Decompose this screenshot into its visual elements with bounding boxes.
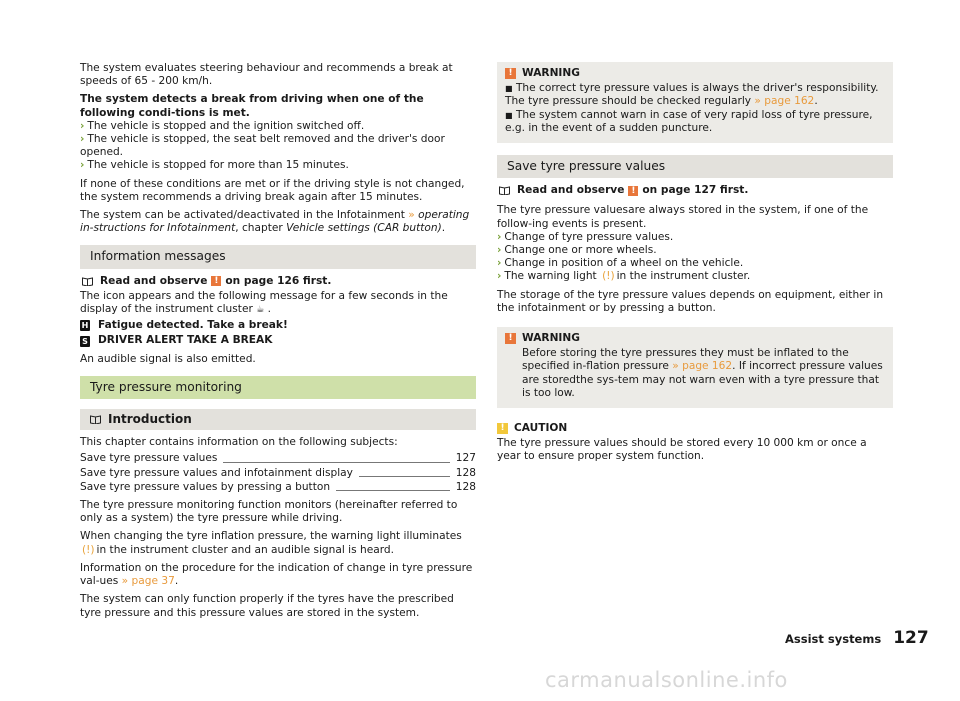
- chevron-right-icon: ›: [80, 159, 85, 172]
- paragraph-bold: The system detects a break from driving when one of the following condi-tions is met.: [80, 93, 424, 119]
- page-reference[interactable]: »: [408, 209, 419, 222]
- paragraph: This chapter contains information on the following subjects:: [80, 436, 398, 449]
- paragraph: The system can only function properly if the tyres have the prescribed tyre pressure and this pressure values are stored in the system.: [80, 593, 454, 619]
- list-item: › Change one or more wheels.: [497, 244, 657, 257]
- toc-entry[interactable]: Save tyre pressure values by pressing a button 128: [80, 480, 476, 493]
- read-and-observe: Read and observe ! on page 127 first.: [497, 184, 893, 197]
- paragraph: The storage of the tyre pressure values depends on equipment, either in the infotainment or by pressing a button.: [497, 288, 884, 314]
- list-item: › The vehicle is stopped, the seat belt removed and the driver's door opened.: [80, 133, 445, 159]
- book-icon: [499, 186, 510, 195]
- read-and-observe: Read and observe ! on page 126 first.: [80, 275, 476, 288]
- warning-icon: !: [505, 333, 516, 344]
- tyre-pressure-warning-icon: (!): [602, 270, 615, 283]
- warning-box: [497, 327, 893, 408]
- warning-title: ! WARNING: [505, 332, 885, 345]
- paragraph: The system evaluates steering behaviour and recommends a break at speeds of 65 - 200 km/h.: [80, 62, 453, 88]
- footer-section-title: Assist systems: [785, 632, 882, 646]
- warning-icon[interactable]: !: [211, 276, 221, 286]
- warning-title: ! WARNING: [505, 67, 885, 80]
- chevron-right-icon: ›: [497, 230, 502, 243]
- list-item: › The vehicle is stopped and the ignition switched off.: [80, 119, 365, 132]
- page-reference[interactable]: » page 162: [754, 95, 815, 108]
- message-line: S DRIVER ALERT TAKE A BREAK: [80, 334, 476, 347]
- list-item: › Change in position of a wheel on the vehicle.: [497, 257, 744, 270]
- right-column: [497, 62, 893, 469]
- message-line: H Fatigue detected. Take a break!: [81, 319, 288, 332]
- h-badge-icon: H: [81, 321, 89, 331]
- watermark: carmanualsonline.info: [545, 668, 788, 692]
- square-bullet-icon: ■: [505, 110, 513, 120]
- list-item: › The warning light (!) in the instrument cluster.: [497, 270, 751, 283]
- warning-box: [497, 62, 893, 143]
- subsection-heading-introduction: Introduction: [80, 409, 476, 430]
- coffee-cup-icon: ☕: [256, 305, 265, 316]
- warning-item: ■ The correct tyre pressure values is always the driver's responsibility. The tyre pressure should be checked regularly » page 162.: [505, 82, 879, 108]
- book-icon: [82, 277, 93, 286]
- paragraph: The tyre pressure monitoring function monitors (hereinafter referred to only as a system) the tyre pressure while driving.: [80, 499, 458, 525]
- caution-icon: !: [497, 423, 508, 434]
- paragraph: The tyre pressure valuesare always stored in the system, if one of the follow-ing events is present.: [497, 204, 869, 230]
- paragraph: If none of these conditions are met or if the driving style is not changed, the system recommends a driving break again after 15 minutes.: [80, 177, 465, 203]
- left-column: [80, 62, 476, 625]
- section-heading-save-tyre-pressure: Save tyre pressure values: [497, 155, 893, 178]
- chevron-right-icon: ›: [497, 270, 502, 283]
- page-reference[interactable]: » page 37: [121, 575, 175, 588]
- warning-text: Before storing the tyre pressures they must be inflated to the specified in-flation pressure » page 162. If incorrect pressure values are storedthe sys-tem may not warn even with a tyre pressure that is too low.: [522, 347, 883, 399]
- list-item: › The vehicle is stopped for more than 15 minutes.: [80, 159, 349, 172]
- warning-icon[interactable]: !: [628, 186, 638, 196]
- chevron-right-icon: ›: [497, 257, 502, 270]
- chevron-right-icon: ›: [497, 244, 502, 257]
- page-footer: [785, 628, 929, 648]
- toc-entry[interactable]: Save tyre pressure values 127: [80, 452, 476, 465]
- chevron-right-icon: ›: [80, 133, 85, 146]
- caution-title: ! CAUTION: [497, 422, 893, 435]
- paragraph: When changing the tyre inflation pressure, the warning light illuminates (!) in the instrument cluster and an audible signal is heard.: [80, 530, 462, 556]
- warning-icon: !: [505, 68, 516, 79]
- paragraph: Information on the procedure for the indication of change in tyre pressure val-ues » page 37.: [80, 561, 473, 588]
- toc-entry[interactable]: Save tyre pressure values and infotainment display 128: [80, 466, 476, 479]
- section-heading-information-messages: Information messages: [80, 245, 476, 268]
- paragraph: The system can be activated/deactivated in the Infotainment » operating in-structions for Infotainment, chapter Vehicle settings (CAR button).: [80, 209, 470, 235]
- paragraph: The icon appears and the following message for a few seconds in the display of the instrument cluster ☕ .: [80, 289, 448, 316]
- page-reference[interactable]: » page 162: [672, 360, 733, 373]
- book-icon: [90, 415, 101, 424]
- tyre-pressure-warning-icon: (!): [82, 543, 95, 556]
- page-number: 127: [893, 628, 929, 648]
- paragraph: An audible signal is also emitted.: [80, 352, 256, 365]
- square-bullet-icon: ■: [505, 84, 513, 94]
- list-item: › Change of tyre pressure values.: [497, 230, 674, 243]
- section-heading-tyre-pressure-monitoring: Tyre pressure monitoring: [80, 376, 476, 399]
- s-badge-icon: S: [80, 336, 90, 347]
- warning-item: ■ The system cannot warn in case of very rapid loss of tyre pressure, e.g. in the event of a sudden puncture.: [505, 108, 873, 134]
- caution-text: The tyre pressure values should be stored every 10 000 km or once a year to ensure proper system function.: [497, 437, 867, 463]
- chevron-right-icon: ›: [80, 119, 85, 132]
